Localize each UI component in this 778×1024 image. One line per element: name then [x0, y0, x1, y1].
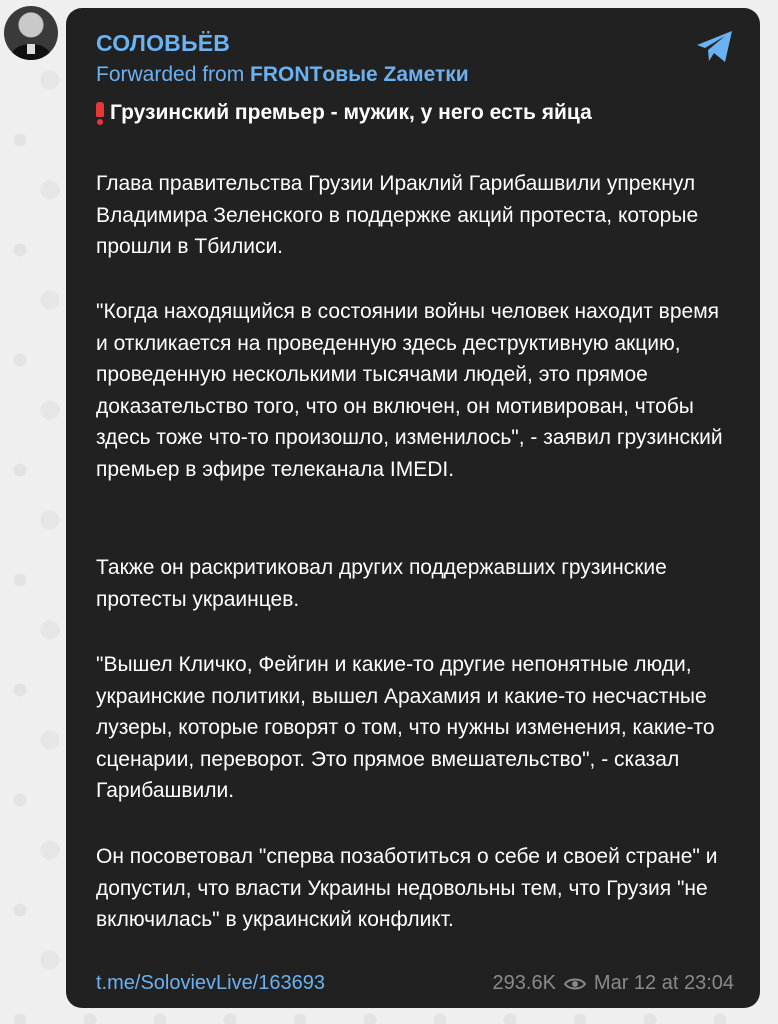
message-bubble [66, 8, 760, 1008]
eye-icon [564, 977, 586, 991]
forwarded-prefix: Forwarded from [96, 63, 251, 86]
post-meta [493, 972, 734, 995]
post-link[interactable]: t.me/SolovievLive/163693 [96, 972, 326, 994]
post-paragraph-2: "Когда находящийся в состоянии войны человек находит время и откликается на проведенную здесь деструктивную акцию, проведенную несколькими тысячами людей, это прямое доказательство того, что он включен, он мотивирован, чтобы здесь тоже что-то произошло, изменилось", - заявил грузинский премьер в эфире телеканала IMEDI. [96, 300, 723, 481]
post-paragraph-3: Также он раскритиковал других поддержавших грузинские протесты украинцев. [96, 556, 667, 611]
channel-avatar[interactable] [4, 6, 58, 60]
post-timestamp: Mar 12 at 23:04 [593, 972, 734, 994]
post-headline [96, 101, 592, 125]
share-icon[interactable] [694, 28, 736, 66]
views-count: 293.6K [492, 972, 556, 994]
post-paragraph-4: "Вышел Кличко, Фейгин и какие-то другие непонятные люди, украинские политики, вышел Арахамия и какие-то несчастные лузеры, которые говорят о том, что нужны изменения, какие-то сценарии, переворот. Это прямое вмешательство", - сказал Гарибашвили. [96, 653, 715, 802]
avatar-collar [27, 44, 35, 54]
channel-name[interactable]: СОЛОВЬЁВ [96, 30, 231, 56]
exclamation-icon [96, 102, 104, 124]
forwarded-source[interactable]: FRONTовые Zаметки [250, 63, 469, 86]
headline-text: Грузинский премьер - мужик, у него есть яйца [110, 101, 592, 124]
post-paragraph-1: Глава правительства Грузии Ираклий Гарибашвили упрекнул Владимира Зеленского в поддержке акций протеста, которые прошли в Тбилиси. [96, 172, 699, 258]
forwarded-header[interactable] [96, 63, 469, 87]
post-paragraph-5: Он посоветовал "сперва позаботиться о себе и своей стране" и допустил, что власти Украины недовольны тем, что Грузия "не включилась" в украинский конфликт. [96, 845, 718, 931]
